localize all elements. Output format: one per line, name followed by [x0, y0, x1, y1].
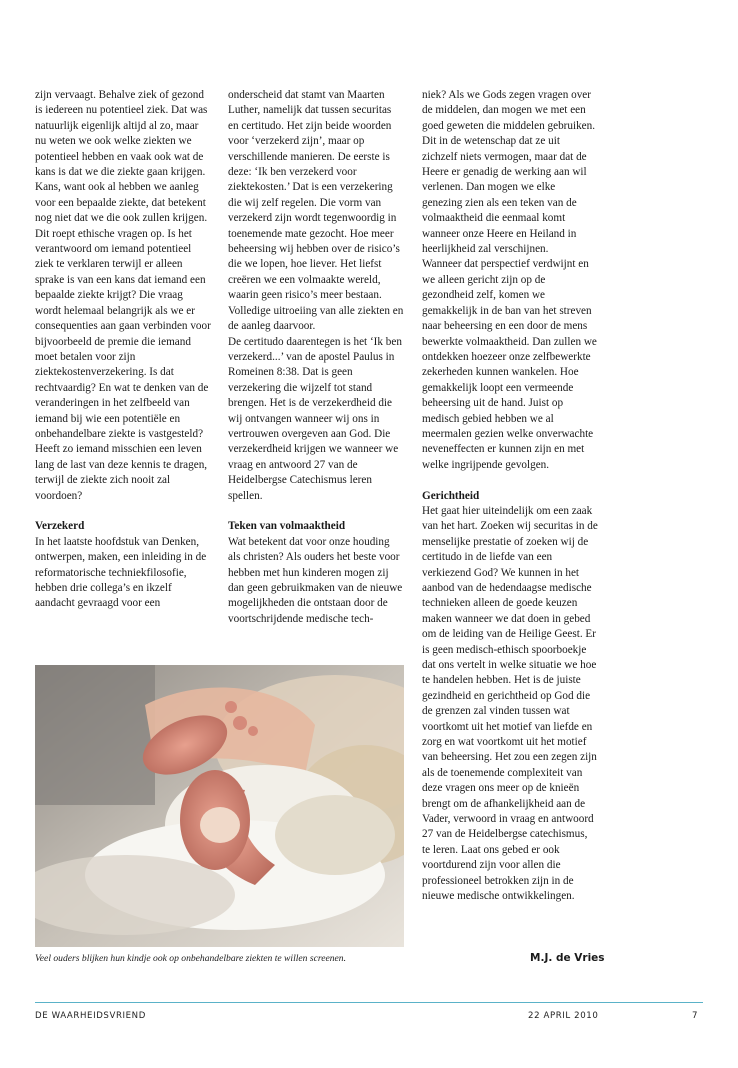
paragraph: zijn vervaagt. Behalve ziek of gezond is iedereen nu potentieel ziek. Dat was natuurlijk eigenlijk altijd al zo, maar nu weten we ook welke ziekten we potentieel hebben en vaak ook wat de kans is dat we die ziekte gaan krijgen. Kans, want ook al hebben we aanleg voor een bepaalde ziekte, dat betekent nog niet dat we die ook zullen krijgen. — [35, 89, 208, 225]
article-column-2 — [228, 88, 404, 627]
article-column-1 — [35, 88, 211, 612]
author-name: M.J. de Vries — [530, 952, 605, 964]
photo-caption: Veel ouders blijken hun kindje ook op onbehandelbare ziekten te willen screenen. — [35, 953, 346, 964]
section-heading: Gerichtheid — [422, 489, 480, 502]
paragraph: Wanneer dat perspectief verdwijnt en we alleen gericht zijn op de gezondheid zelf, komen we gemakkelijk in de ban van het streven naar beheersing en een door de mens bewerkte volmaaktheid. Dan zullen we ontdekken hoezeer onze zelfbewerkte zekerheden kunnen wankelen. Hoe gemakkelijk loopt een vermeende beheersing uit de hand. Juist op medisch gebied hebben we al meermalen gezien welke onverwachte neveneffecten er kunnen zijn en met welke ingrijpende gevolgen. — [422, 258, 597, 471]
paragraph: Wat betekent dat voor onze houding als christen? Als ouders het beste voor hebben met hun kinderen mogen zij dan geen gebruikmaken van de nieuwe mogelijkheden die ontstaan door de voortschrijdende medische tech- — [228, 535, 403, 625]
newborn-feet-illustration — [35, 665, 404, 947]
footer-rule — [35, 1002, 703, 1003]
paragraph-gap — [228, 504, 404, 519]
footer-date: 22 APRIL 2010 — [528, 1011, 599, 1021]
paragraph-gap — [35, 504, 211, 519]
paragraph: De certitudo daarentegen is het ‘Ik ben verzekerd...’ van de apostel Paulus in Romeinen 8:38. Dat is geen verzekering die wijzelf tot stand brengen. Het is de verzekerdheid die wij ontvangen wanneer wij ons in vertrouwen overgeven aan God. Die verzekerdheid krijgen we wanneer we vraag en antwoord 27 van de Heidelbergse Catechismus leren spellen. — [228, 335, 402, 502]
footer-page-number: 7 — [692, 1011, 699, 1021]
paragraph: niek? Als we Gods zegen vragen over de middelen, dan mogen we met een goed geweten die middelen gebruiken. Dit in de wetenschap dat ze uit zichzelf niets vermogen, maar dat de Heere er genadig de werking aan wil verlenen. Dan mogen we elke genezing zien als een teken van de volmaaktheid die eenmaal komt wanneer onze Heere en Heiland in heerlijkheid zal verschijnen. — [422, 89, 596, 256]
newborn-feet-photo — [35, 665, 404, 947]
paragraph: Het gaat hier uiteindelijk om een zaak van het hart. Zoeken wij securitas in de menselijke prestatie of zoeken wij de certitudo in de liefde van een verkiezend God? We kunnen in het aanbod van de hedendaagse medische technieken alleen de goede keuzen maken wanneer we dat doen in gebed om de leiding van de Heilige Geest. Er is geen medisch-ethisch spoorboekje dat ons vertelt in welke situatie we hoe te handelen hebben. Het is de juiste gezindheid en gerichtheid op God die de grenzen zal vinden tussen wat voortkomt uit het motief van liefde en zorg en wat voortkomt uit het motief van beheersing. Het zou een zegen zijn als de toenemende complexiteit van deze vragen ons meer op de knieën brengt om de afhankelijkheid aan de Vader, verwoord in vraag en antwoord 27 van de Heidelbergse catechismus, te leren. Laat ons gebed er ook voortdurend zijn voor allen die professioneel betrokken zijn in de nieuwe medische ontwikkelingen. — [422, 504, 598, 903]
footer-magazine-name: DE WAARHEIDSVRIEND — [35, 1011, 146, 1021]
paragraph: Dit roept ethische vragen op. Is het verantwoord om iemand potentieel ziek te verklaren terwijl er alleen sprake is van een kans dat iemand een bepaalde ziekte krijgt? Die vraag wordt helemaal belangrijk als we er consequenties aan gaan verbinden voor bijvoorbeeld de premie die iemand moet betalen voor zijn ziektekostenverzekering. Is dat rechtvaardig? En wat te denken van de veranderingen in het zelfbeeld van iemand bij wie een potentiële en onbehandelbare ziekte is vastgesteld? Heeft zo iemand misschien een leven lang de last van deze kennis te dragen, terwijl de ziekte zich nooit zal voordoen? — [35, 227, 211, 502]
paragraph: onderscheid dat stamt van Maarten Luther, namelijk dat tussen securitas en certitudo. Het zijn beide woorden voor ‘verzekerd zijn’, maar op verschillende manieren. De eerste is deze: ‘Ik ben verzekerd voor ziektekosten.’ Dat is een verzekering die wij zelf regelen. Die vorm van verzekerd zijn wordt tegenwoordig in toenemende mate gezocht. Hoe meer beheersing wij hebben over de risico’s die we lopen, hoe liever. Het liefst creëren we een volmaakte wereld, waarin geen risico’s meer bestaan. Volledige uitroeiing van alle ziekten en de aanleg daarvoor. — [228, 89, 404, 333]
paragraph-gap — [422, 473, 598, 488]
section-heading: Verzekerd — [35, 520, 85, 533]
article-column-3 — [422, 88, 598, 905]
paragraph: In het laatste hoofdstuk van Denken, ontwerpen, maken, een inleiding in de reformatorische techniekfilosofie, hebben drie collega’s en ikzelf aandacht gevraagd voor een — [35, 535, 207, 610]
section-heading: Teken van volmaaktheid — [228, 520, 346, 533]
